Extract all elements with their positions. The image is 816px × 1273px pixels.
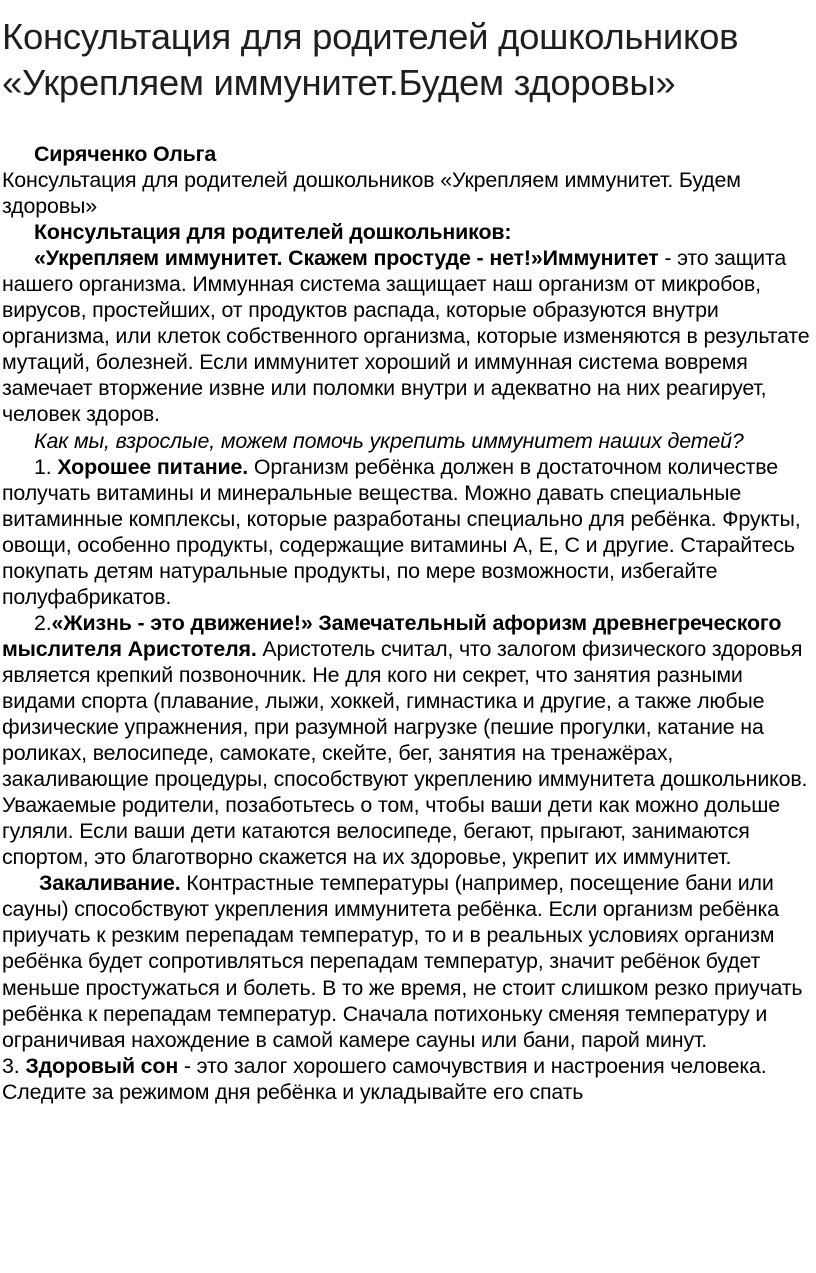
list-item-number: 3. bbox=[2, 1053, 26, 1078]
question-text: Как мы, взрослые, можем помочь укрепить иммунитет наших детей? bbox=[34, 428, 744, 453]
title-line-1: Консультация для родителей дошкольников bbox=[2, 16, 739, 57]
section-heading-text: Консультация для родителей дошкольников: bbox=[34, 220, 512, 245]
list-item-text: Контрастные температуры (например, посещение бани или сауны) способствуют укрепления иммунитета ребёнка. Если организм ребёнка приучать к резким перепадам температур, то и в реальных условиях организм ребёнка будет сопротивляться перепадам температур, значит ребёнок будет меньше простужаться и болеть. В то же время, не стоит слишком резко приучать ребёнка к перепадам температур. Сначала потихоньку сменяя температуру и ограничивая нахождение в самой камере сауны или бани, парой минут. bbox=[2, 871, 803, 1052]
intro-bold-lead: «Укрепляем иммунитет. Скажем простуде - нет!»Иммунитет bbox=[34, 246, 659, 271]
title-line-2: «Укрепляем иммунитет.Будем здоровы» bbox=[2, 62, 676, 103]
list-item-movement bbox=[2, 610, 814, 870]
article-body bbox=[2, 141, 814, 1105]
section-heading bbox=[2, 219, 814, 245]
list-item-text: - это залог хорошего самочувствия и настроения человека. Следите за режимом дня ребёнка и укладывайте его спать bbox=[2, 1053, 767, 1104]
list-item-text: Организм ребёнка должен в достаточном количестве получать витамины и минеральные вещества. Можно давать специальные витаминные комплексы, которые разработаны специально для ребёнка. Фрукты, овощи, особенно продукты, содержащие витамины А, Е, С и другие. Старайтесь покупать детям натуральные продукты, по мере возможности, избегайте полуфабрикатов. bbox=[2, 454, 801, 609]
article-subtitle: Консультация для родителей дошкольников «Укрепляем иммунитет. Будем здоровы» bbox=[2, 168, 741, 219]
intro-text: - это защита нашего организма. Иммунная система защищает наш организм от микробов, вирусов, простейших, от продуктов распада, которые образуются внутри организма, или клеток собственного организма, которые изменяются в результате мутаций, болезней. Если иммунитет хороший и иммунная система вовремя замечает вторжение извне или поломки внутри и адекватно на них реагирует, человек здоров. bbox=[2, 246, 810, 427]
list-item-heading: «Жизнь - это движение!» Замечательный афоризм древнегреческого мыслителя Аристотеля. bbox=[2, 610, 782, 661]
list-item-text: Аристотель считал, что залогом физического здоровья является крепкий позвоночник. Не для кого ни секрет, что занятия разными видами спорта (плавание, лыжи, хоккей, гимнастика и другие, а также любые физические упражнения, при разумной нагрузке (пешие прогулки, катание на роликах, велосипеде, самокате, скейте, бег, занятия на тренажёрах, закаливающие процедуры, способствуют укреплению иммунитета дошкольников. Уважаемые родители, позаботьтесь о том, чтобы ваши дети как можно дольше гуляли. Если ваши дети катаются велосипеде, бегают, прыгают, занимаются спортом, это благотворно скажется на их здоровье, укрепит их иммунитет. bbox=[2, 636, 808, 870]
author-name-text: Сиряченко Ольга bbox=[34, 142, 217, 166]
intro-paragraph bbox=[2, 245, 814, 427]
page-title bbox=[2, 14, 814, 106]
list-item-nutrition bbox=[2, 454, 814, 610]
list-item-number: 2. bbox=[34, 610, 52, 635]
list-item-sleep bbox=[2, 1053, 814, 1105]
list-item-number: 1. bbox=[34, 454, 58, 479]
list-item-heading: Закаливание. bbox=[39, 871, 181, 896]
list-item-hardening bbox=[2, 870, 814, 1052]
question-paragraph bbox=[2, 428, 814, 454]
list-item-heading: Здоровый сон bbox=[25, 1053, 179, 1078]
author-name bbox=[2, 141, 814, 167]
list-item-heading: Хорошее питание. bbox=[57, 454, 249, 479]
